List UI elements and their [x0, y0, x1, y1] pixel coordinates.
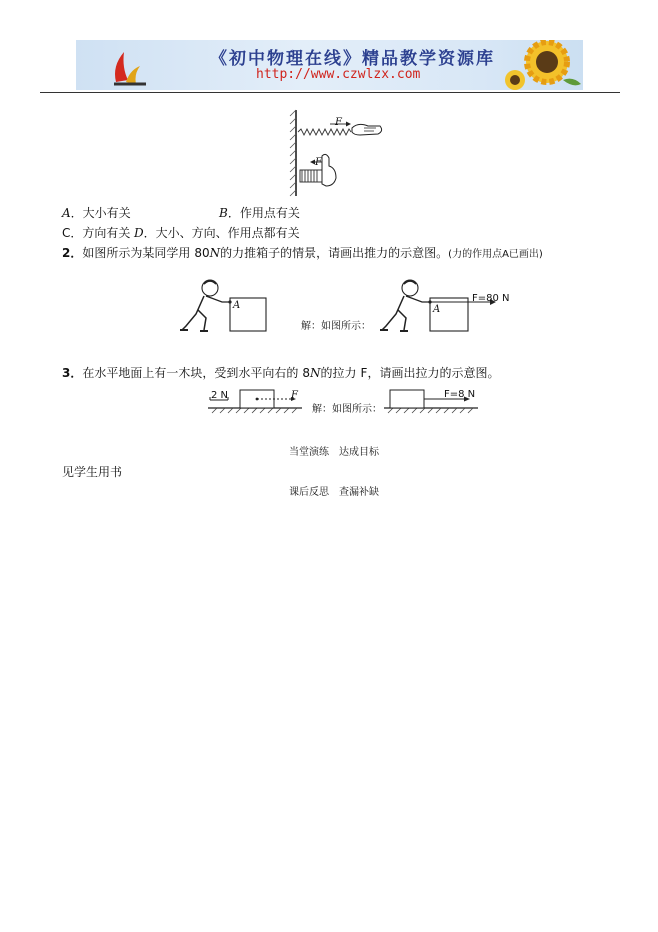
- option-b[interactable]: B．作用点有关: [219, 206, 300, 220]
- q2-answer-label: 解：如图所示：: [301, 321, 371, 332]
- option-d[interactable]: D．大小、方向、作用点都有关: [134, 226, 300, 240]
- q3-force-label-right: F=8 N: [444, 389, 476, 400]
- student-book-note: 见学生用书: [62, 465, 123, 479]
- logo-icon: [106, 42, 154, 90]
- sunflower-icon: [503, 40, 583, 90]
- question-3-text: 3．在水平地面上有一木块，受到水平向右的 8N的拉力 F，请画出拉力的示意图。: [62, 366, 500, 380]
- banner-url[interactable]: http://www.czwlzx.com: [256, 67, 421, 82]
- block-figure-left: [208, 388, 304, 414]
- push-box-figure-left: [178, 276, 278, 334]
- option-c[interactable]: C．方向有关: [62, 226, 131, 240]
- q3-force-label-left: F: [291, 390, 298, 401]
- force-label-bottom: F: [315, 157, 322, 168]
- section-heading-reflection: 课后反思 查漏补缺: [289, 487, 379, 498]
- force-label-top: F: [335, 117, 342, 128]
- header-banner: [76, 40, 583, 90]
- point-label-left: A: [233, 300, 241, 311]
- q3-answer-label: 解：如图所示：: [312, 404, 382, 415]
- question-2-text: 2．如图所示为某同学用 80N的力推箱子的情景，请画出推力的示意图。(力的作用点A已画出): [62, 246, 543, 260]
- option-a[interactable]: A．大小有关: [62, 206, 131, 220]
- point-label-right: A: [433, 304, 441, 315]
- banner-title: 《初中物理在线》精品教学资源库: [210, 49, 495, 69]
- scale-label: 2 N: [211, 390, 229, 401]
- header-divider: [40, 92, 620, 93]
- section-heading-practice: 当堂演练 达成目标: [289, 447, 379, 458]
- q2-force-label: F=80 N: [472, 293, 510, 304]
